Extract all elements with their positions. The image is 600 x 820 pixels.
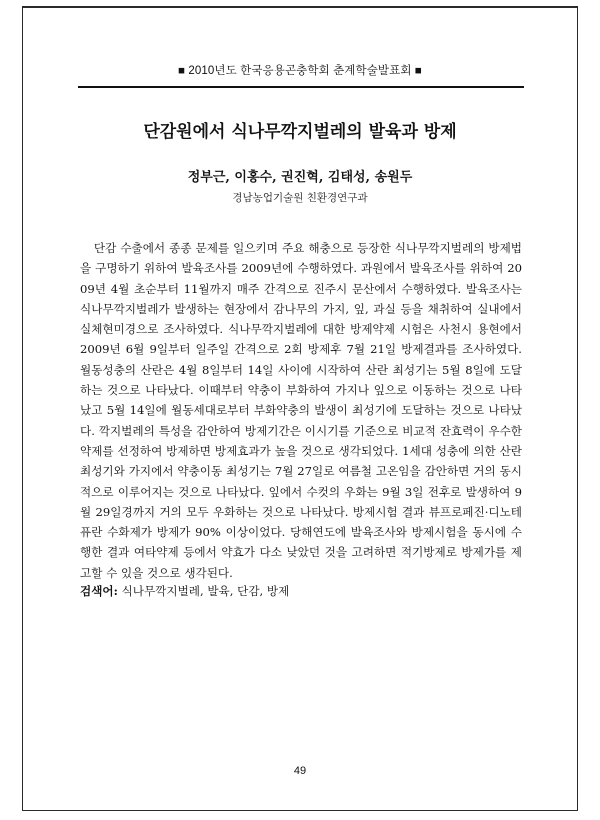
paper-title: 단감원에서 식나무깍지벌레의 발육과 방제 [143, 122, 457, 142]
page-border-top [22, 6, 577, 8]
page-border-bottom [22, 810, 578, 811]
page-number: 49 [293, 765, 307, 777]
affiliation: 경남농업기술원 친환경연구과 [232, 192, 368, 204]
keywords-label: 검색어: [80, 584, 118, 598]
author-list: 정부근, 이홍수, 권진혁, 김태성, 송원두 [187, 170, 413, 185]
keywords-line [80, 583, 522, 599]
running-header: ■ 2010년도 한국응용곤충학회 춘계학술발표회 ■ [178, 65, 422, 77]
keywords-value: 식나무깍지벌레, 발육, 단감, 방제 [121, 584, 290, 598]
abstract-body: 단감 수출에서 종종 문제를 일으키며 주요 해충으로 등장한 식나무깍지벌레의 방제법을 구명하기 위하여 발육조사를 2009년에 수행하였다. 과원에서 발육조사를 위하여 2009년 4월 초순부터 11월까지 매주 간격으로 진주시 문산에서 수행하였다. 발육조사는 식나무깍지벌레가 발생하는 현장에서 감나무의 가지, 잎, 과실 등을 채취하여 실내에서 실체현미경으로 조사하였다. 식나무깍지벌레에 대한 방제약제 시험은 사천시 용현에서 2009년 6월 9일부터 일주일 간격으로 2회 방제후 7월 21일 방제결과를 조사하였다. 월동성충의 산란은 4월 8일부터 14일 사이에 시작하여 산란 최성기는 5월 8일에 도달하는 것으로 나타났다. 이때부터 약충이 부화하여 가지나 잎으로 이동하는 것으로 나타났고 5월 14일에 월동세대로부터 부화약충의 발생이 최성기에 도달하는 것으로 나타났다. 깍지벌레의 특성을 감안하여 방제기간은 이시기를 기준으로 비교적 잔효력이 우수한 약제를 선정하여 방제하면 방제효과가 높을 것으로 생각되었다. 1세대 성충에 의한 산란최성기와 가지에서 약충이동 최성기는 7월 27일로 여름철 고온임을 감안하면 거의 동시적으로 이루어지는 것으로 나타났다. 잎에서 수컷의 우화는 9월 3일 전후로 발생하여 9월 29일경까지 거의 모두 우화하는 것으로 나타났다. 방제시험 결과 뷰프로페진·디노테퓨란 수화제가 방제가 90% 이상이었다. 당해연도에 발육조사와 방제시험을 동시에 수행한 결과 여타약제 등에서 약효가 다소 낮았던 것을 고려하면 적기방제로 방제가를 제고할 수 있을 것으로 생각된다. [80, 241, 522, 580]
header-divider [78, 86, 524, 88]
